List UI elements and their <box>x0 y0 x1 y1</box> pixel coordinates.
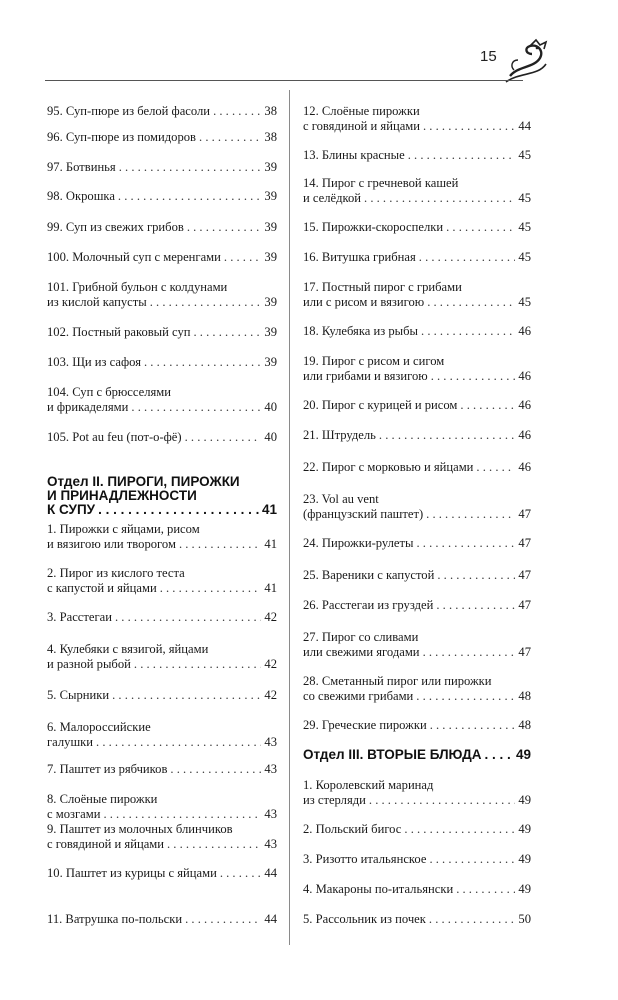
toc-page-number: 46 <box>518 460 531 474</box>
dot-leader <box>179 537 261 552</box>
dot-leader <box>213 104 261 119</box>
dot-leader <box>160 581 262 596</box>
toc-entry <box>303 598 531 613</box>
toc-page-number: 47 <box>518 598 531 612</box>
toc-entry-title-line: 23. Vol au vent <box>303 492 379 506</box>
toc-entry <box>303 674 531 704</box>
toc-entry <box>47 522 277 552</box>
toc-entry-title: 20. Пирог с курицей и рисом <box>303 398 458 412</box>
toc-page-number: 46 <box>518 398 531 412</box>
toc-page-number: 49 <box>518 793 531 807</box>
toc-entry-title: К СУПУ <box>47 502 96 517</box>
toc-entry <box>303 822 531 837</box>
toc-entry-title: 7. Паштет из рябчиков <box>47 762 168 776</box>
toc-page-number: 43 <box>264 837 277 851</box>
toc-entry-title: 5. Рассольник из почек <box>303 912 426 926</box>
dot-leader <box>119 160 262 175</box>
dot-leader <box>426 507 515 522</box>
toc-entry-title: 11. Ватрушка по-польски <box>47 912 183 926</box>
toc-entry-title-line: 14. Пирог с гречневой кашей <box>303 176 459 190</box>
toc-entry-title-line: 104. Суп с брюсселями <box>47 385 172 399</box>
toc-entry <box>47 189 277 204</box>
toc-entry-title: 10. Паштет из курицы с яйцами <box>47 866 217 880</box>
toc-entry-title: 102. Постный раковый суп <box>47 325 191 339</box>
toc-page-number: 43 <box>264 762 277 776</box>
toc-page-number: 45 <box>518 220 531 234</box>
toc-page-number: 48 <box>518 689 531 703</box>
dot-leader <box>429 852 515 867</box>
toc-entry-title: или с рисом и вязигою <box>303 295 425 309</box>
dot-leader <box>436 598 515 613</box>
toc-page-number: 38 <box>264 104 277 118</box>
toc-entry <box>303 354 531 384</box>
dot-leader <box>144 355 261 370</box>
dot-leader <box>485 748 513 762</box>
dot-leader <box>427 295 515 310</box>
toc-entry-title: 15. Пирожки-скороспелки <box>303 220 444 234</box>
toc-entry-title-line: 6. Малороссийские <box>47 720 151 734</box>
toc-entry-title: 95. Суп-пюре из белой фасоли <box>47 104 211 118</box>
toc-page-number: 44 <box>264 866 277 880</box>
toc-page-number: 44 <box>264 912 277 926</box>
toc-entry <box>47 220 277 235</box>
toc-entry-title-line: 19. Пирог с рисом и сигом <box>303 354 445 368</box>
dot-leader <box>379 428 515 443</box>
toc-entry-title-line: И ПРИНАДЛЕЖНОСТИ <box>47 488 197 503</box>
dot-leader <box>131 400 261 415</box>
toc-page-number: 46 <box>518 324 531 338</box>
dot-leader <box>96 735 261 750</box>
toc-page-number: 49 <box>515 747 531 762</box>
toc-entry <box>47 866 277 881</box>
dot-leader <box>408 148 516 163</box>
toc-page-number: 40 <box>264 430 277 444</box>
dragon-ornament-icon <box>500 36 552 86</box>
toc-entry-title: 3. Расстегаи <box>47 610 112 624</box>
toc-entry <box>303 630 531 660</box>
toc-entry-title: из кислой капусты <box>47 295 147 309</box>
toc-entry <box>47 104 277 119</box>
toc-entry-title: и селёдкой <box>303 191 362 205</box>
dot-leader <box>430 718 516 733</box>
dot-leader <box>431 369 516 384</box>
toc-entry <box>303 398 531 413</box>
toc-page-number: 38 <box>264 130 277 144</box>
toc-entry <box>303 324 531 339</box>
toc-entry-title: 2. Польский бигос <box>303 822 402 836</box>
toc-page-number: 39 <box>264 189 277 203</box>
toc-entry-title: 105. Pot au feu (пот-о-фё) <box>47 430 182 444</box>
toc-page-number: 47 <box>518 645 531 659</box>
dot-leader <box>456 882 515 897</box>
dot-leader <box>103 807 261 822</box>
toc-entry-title: и фрикаделями <box>47 400 129 414</box>
toc-entry-title-line: 8. Слоёные пирожки <box>47 792 158 806</box>
toc-entry-title: со свежими грибами <box>303 689 414 703</box>
toc-entry-title: и разной рыбой <box>47 657 131 671</box>
toc-page-number: 45 <box>518 148 531 162</box>
toc-entry-title: 29. Греческие пирожки <box>303 718 427 732</box>
dot-leader <box>167 837 261 852</box>
toc-entry <box>303 568 531 583</box>
toc-entry-title: 3. Ризотто итальянское <box>303 852 427 866</box>
toc-entry <box>47 130 277 145</box>
toc-entry <box>47 160 277 175</box>
dot-leader <box>112 688 261 703</box>
toc-entry-title: 98. Окрошка <box>47 189 115 203</box>
toc-page-number: 45 <box>518 295 531 309</box>
toc-entry-title-line: 27. Пирог со сливами <box>303 630 419 644</box>
dot-leader <box>416 536 515 551</box>
toc-entry-title: 18. Кулебяка из рыбы <box>303 324 419 338</box>
dot-leader <box>437 568 515 583</box>
toc-entry-title-line: 9. Паштет из молочных блинчиков <box>47 822 233 836</box>
toc-entry-title-line: 4. Кулебяки с вязигой, яйцами <box>47 642 209 656</box>
toc-entry <box>47 792 277 822</box>
toc-entry-title: 103. Щи из сафоя <box>47 355 141 369</box>
toc-page-number: 39 <box>264 295 277 309</box>
toc-entry <box>303 428 531 443</box>
toc-page-number: 47 <box>518 507 531 521</box>
toc-entry-title-line: Отдел II. ПИРОГИ, ПИРОЖКИ <box>47 474 240 489</box>
dot-leader <box>421 324 515 339</box>
toc-entry <box>303 912 531 927</box>
toc-entry <box>47 385 277 415</box>
toc-page-number: 43 <box>264 735 277 749</box>
toc-page-number: 45 <box>518 250 531 264</box>
toc-entry <box>303 882 531 897</box>
dot-leader <box>185 430 262 445</box>
toc-page-number: 39 <box>264 160 277 174</box>
toc-entry-title: (французский паштет) <box>303 507 424 521</box>
dot-leader <box>150 295 262 310</box>
dot-leader <box>419 250 516 265</box>
toc-entry-title: 24. Пирожки-рулеты <box>303 536 414 550</box>
toc-entry <box>47 325 277 340</box>
toc-entry-title: с капустой и яйцами <box>47 581 157 595</box>
toc-entry <box>47 250 277 265</box>
toc-entry-title: с говядиной и яйцами <box>47 837 164 851</box>
toc-entry-title: с мозгами <box>47 807 101 821</box>
toc-page-number: 41 <box>264 537 277 551</box>
toc-entry <box>47 822 277 852</box>
toc-entry-title: с говядиной и яйцами <box>303 119 420 133</box>
dot-leader <box>364 191 515 206</box>
dot-leader <box>423 645 516 660</box>
toc-entry-title: галушки <box>47 735 94 749</box>
toc-entry <box>303 250 531 265</box>
toc-entry <box>47 912 277 927</box>
toc-page-number: 48 <box>518 718 531 732</box>
toc-entry-title: 21. Штрудель <box>303 428 376 442</box>
toc-entry-title-line: 1. Пирожки с яйцами, рисом <box>47 522 200 536</box>
toc-entry-title: 13. Блины красные <box>303 148 405 162</box>
toc-entry <box>303 460 531 475</box>
toc-page-number: 39 <box>264 220 277 234</box>
toc-entry <box>47 280 277 310</box>
page-number: 15 <box>480 48 497 65</box>
dot-leader <box>460 398 515 413</box>
toc-entry <box>47 642 277 672</box>
toc-entry-title: 26. Расстегаи из груздей <box>303 598 434 612</box>
toc-entry-title-line: 17. Постный пирог с грибами <box>303 280 462 294</box>
toc-page-number: 47 <box>518 568 531 582</box>
dot-leader <box>115 610 261 625</box>
toc-entry <box>303 852 531 867</box>
toc-page-number: 39 <box>264 355 277 369</box>
toc-entry <box>47 355 277 370</box>
dot-leader <box>199 130 261 145</box>
dot-leader <box>170 762 261 777</box>
toc-entry <box>47 688 277 703</box>
toc-entry <box>47 566 277 596</box>
toc-page-number: 42 <box>264 688 277 702</box>
toc-entry <box>47 762 277 777</box>
toc-page-number: 50 <box>518 912 531 926</box>
toc-page-number: 49 <box>518 822 531 836</box>
toc-entry-title: 16. Витушка грибная <box>303 250 416 264</box>
toc-entry-title: 22. Пирог с морковью и яйцами <box>303 460 474 474</box>
toc-entry-title: 5. Сырники <box>47 688 110 702</box>
toc-page-number: 49 <box>518 852 531 866</box>
toc-page-number: 41 <box>264 581 277 595</box>
toc-entry-title: 100. Молочный суп с меренгами <box>47 250 221 264</box>
toc-entry-title-line: 28. Сметанный пирог или пирожки <box>303 674 492 688</box>
toc-page-number: 45 <box>518 191 531 205</box>
toc-entry-title: 99. Суп из свежих грибов <box>47 220 184 234</box>
toc-entry <box>303 718 531 733</box>
dot-leader <box>194 325 262 340</box>
header-rule <box>45 80 523 81</box>
toc-page-number: 39 <box>264 250 277 264</box>
toc-page-number: 46 <box>518 369 531 383</box>
toc-page-number: 44 <box>518 119 531 133</box>
toc-entry <box>303 778 531 808</box>
toc-entry-title: или грибами и вязигою <box>303 369 428 383</box>
toc-entry <box>303 280 531 310</box>
toc-page-number: 49 <box>518 882 531 896</box>
toc-entry <box>303 148 531 163</box>
toc-entry-title: 4. Макароны по-итальянски <box>303 882 454 896</box>
toc-page-number: 42 <box>264 610 277 624</box>
toc-entry-title-line: 2. Пирог из кислого теста <box>47 566 185 580</box>
dot-leader <box>187 220 262 235</box>
toc-page-number: 40 <box>264 400 277 414</box>
toc-entry-title: или свежими ягодами <box>303 645 420 659</box>
toc-entry-title: 97. Ботвинья <box>47 160 116 174</box>
toc-entry-title: и вязигою или творогом <box>47 537 176 551</box>
toc-page-number: 47 <box>518 536 531 550</box>
toc-section-heading <box>47 475 277 517</box>
dot-leader <box>404 822 515 837</box>
toc-page-number: 43 <box>264 807 277 821</box>
dot-leader <box>476 460 515 475</box>
dot-leader <box>220 866 262 881</box>
dot-leader <box>98 503 259 517</box>
toc-entry-title: из стерляди <box>303 793 366 807</box>
toc-entry <box>47 430 277 445</box>
dot-leader <box>423 119 515 134</box>
dot-leader <box>134 657 262 672</box>
toc-entry-title-line: 101. Грибной бульон с колдунами <box>47 280 228 294</box>
dot-leader <box>224 250 262 265</box>
column-divider <box>289 90 290 945</box>
toc-entry <box>303 492 531 522</box>
toc-page-number: 46 <box>518 428 531 442</box>
toc-page-number: 41 <box>261 502 277 517</box>
toc-entry-title-line: 1. Королевский маринад <box>303 778 434 792</box>
dot-leader <box>185 912 261 927</box>
toc-entry <box>47 720 277 750</box>
dot-leader <box>416 689 515 704</box>
dot-leader <box>118 189 261 204</box>
toc-entry <box>47 610 277 625</box>
toc-entry <box>303 220 531 235</box>
toc-page-number: 42 <box>264 657 277 671</box>
toc-entry-title: Отдел III. ВТОРЫЕ БЛЮДА <box>303 747 482 762</box>
toc-entry-title-line: 12. Слоёные пирожки <box>303 104 420 118</box>
dot-leader <box>446 220 515 235</box>
toc-entry <box>303 104 531 134</box>
toc-page-number: 39 <box>264 325 277 339</box>
toc-entry <box>303 536 531 551</box>
toc-section-heading <box>303 748 531 762</box>
toc-entry-title: 25. Вареники с капустой <box>303 568 435 582</box>
toc-entry <box>303 176 531 206</box>
dot-leader <box>429 912 516 927</box>
toc-entry-title: 96. Суп-пюре из помидоров <box>47 130 197 144</box>
dot-leader <box>369 793 516 808</box>
